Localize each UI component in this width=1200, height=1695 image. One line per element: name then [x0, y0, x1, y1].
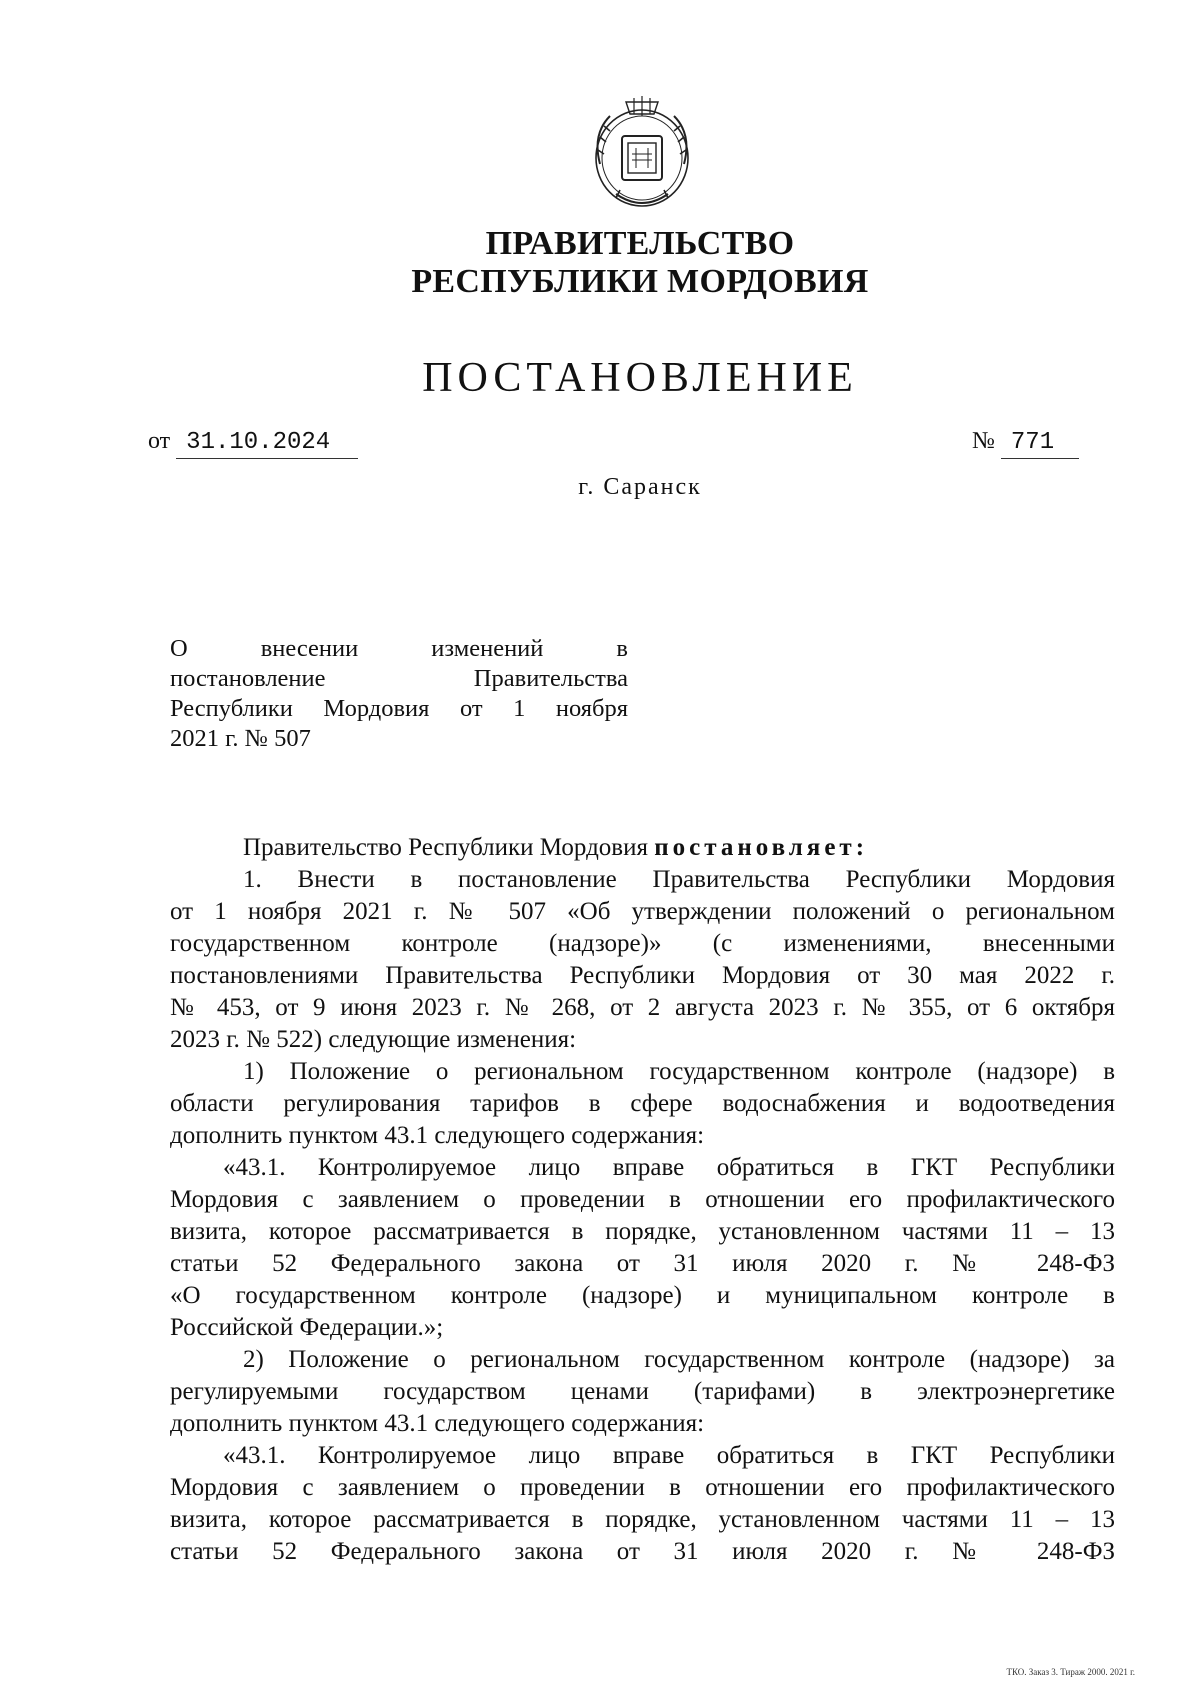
intro-decree-verb: постановляет: — [654, 834, 869, 861]
body-line: «О государственном контроле (надзоре) и муниципальном контроле в — [170, 1282, 1115, 1309]
subject-line: Республики Мордовия от 1 ноября — [170, 695, 628, 722]
subject-line: О внесении изменений в — [170, 635, 628, 662]
body-line: Российской Федерации.»; — [170, 1314, 444, 1341]
government-name-line2: РЕСПУБЛИКИ МОРДОВИЯ — [411, 263, 869, 300]
number-prefix: № — [972, 428, 995, 454]
number-field — [972, 426, 1079, 459]
city: г. Саранск — [578, 474, 702, 500]
body-line: постановлениями Правительства Республики Мордовия от 30 мая 2022 г. — [170, 962, 1115, 989]
body-line: 1. Внести в постановление Правительства Республики Мордовия — [243, 866, 1115, 893]
government-name-line1: ПРАВИТЕЛЬСТВО — [485, 225, 795, 262]
intro-line — [170, 832, 1115, 864]
body-line: области регулирования тарифов в сфере водоснабжения и водоотведения — [170, 1090, 1115, 1117]
number-value: 771 — [1001, 428, 1079, 459]
body-line: № 453, от 9 июня 2023 г. № 268, от 2 августа 2023 г. № 355, от 6 октября — [170, 994, 1115, 1021]
subject-line: 2021 г. № 507 — [170, 725, 311, 752]
print-info: ТКО. Заказ 3. Тираж 2000. 2021 г. — [1006, 1667, 1135, 1677]
document-subject — [170, 634, 628, 754]
body-line: 2) Положение о региональном государственном контроле (надзоре) за — [243, 1346, 1115, 1373]
body-line: регулируемыми государством ценами (тарифами) в электроэнергетике — [170, 1378, 1115, 1405]
subject-line: постановление Правительства — [170, 665, 628, 692]
date-value: 31.10.2024 — [176, 428, 358, 459]
intro-text: Правительство Республики Мордовия — [243, 834, 648, 861]
body-line: Мордовия с заявлением о проведении в отношении его профилактического — [170, 1474, 1115, 1501]
body-line: от 1 ноября 2021 г. № 507 «Об утверждении положений о региональном — [170, 898, 1115, 925]
document-body — [170, 832, 1115, 1568]
body-line: статьи 52 Федерального закона от 31 июля 2020 г. № 248-ФЗ — [170, 1538, 1115, 1565]
date-prefix: от — [148, 428, 171, 454]
body-line: Мордовия с заявлением о проведении в отношении его профилактического — [170, 1186, 1115, 1213]
body-line: дополнить пунктом 43.1 следующего содержания: — [170, 1410, 705, 1437]
coat-of-arms-icon — [586, 94, 698, 212]
date-field — [148, 426, 358, 459]
body-line: дополнить пунктом 43.1 следующего содержания: — [170, 1122, 705, 1149]
body-line: 1) Положение о региональном государственном контроле (надзоре) в — [243, 1058, 1115, 1085]
body-line: визита, которое рассматривается в порядке, установленном частями 11 – 13 — [170, 1506, 1115, 1533]
body-line: визита, которое рассматривается в порядке, установленном частями 11 – 13 — [170, 1218, 1115, 1245]
body-line: «43.1. Контролируемое лицо вправе обратиться в ГКТ Республики — [223, 1154, 1115, 1181]
body-line: 2023 г. № 522) следующие изменения: — [170, 1026, 577, 1053]
body-line: «43.1. Контролируемое лицо вправе обратиться в ГКТ Республики — [223, 1442, 1115, 1469]
document-type: ПОСТАНОВЛЕНИЕ — [422, 355, 858, 401]
body-line: государственном контроле (надзоре)» (с изменениями, внесенными — [170, 930, 1115, 957]
body-line: статьи 52 Федерального закона от 31 июля 2020 г. № 248-ФЗ — [170, 1250, 1115, 1277]
